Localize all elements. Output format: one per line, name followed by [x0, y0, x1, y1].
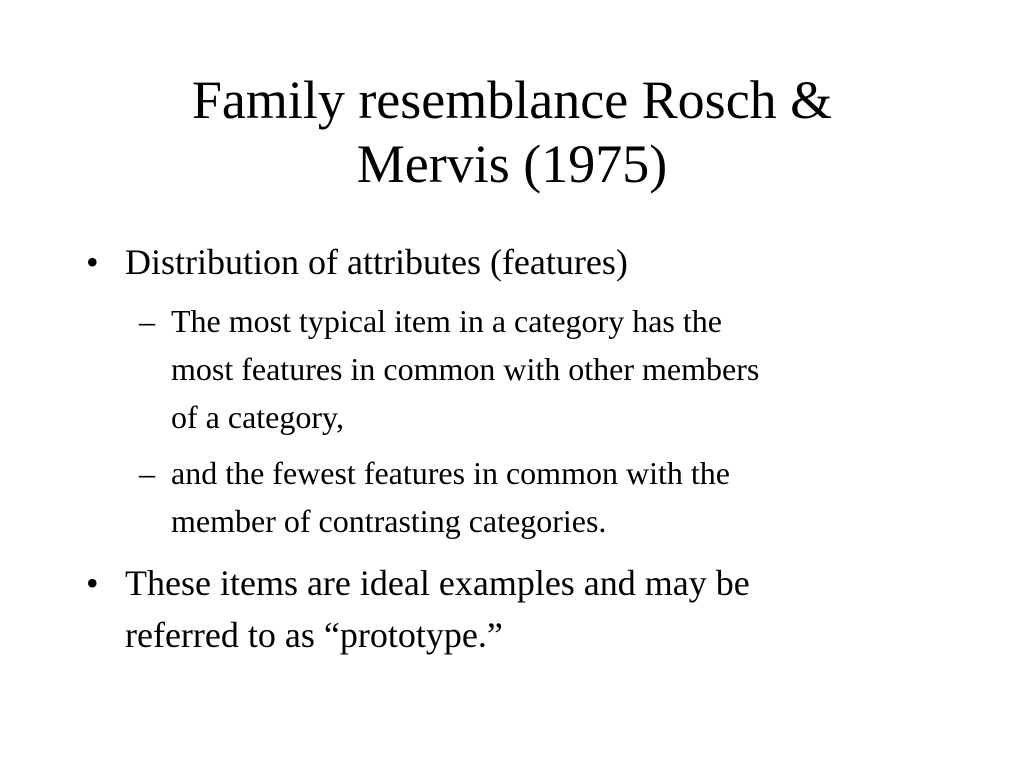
sub-bullet-1-1-line-2: most features in common with other members	[171, 351, 760, 387]
sub-bullet-1-2-line-1: and the fewest features in common with the	[171, 455, 730, 491]
bullet-2-line-2: referred to as “prototype.”	[125, 615, 503, 655]
bullet-1-line-1: Distribution of attributes (features)	[125, 242, 628, 282]
sub-bullet-marker: –	[139, 455, 155, 491]
bullet-marker: •	[86, 242, 99, 282]
sub-bullet-marker: –	[139, 303, 155, 339]
title-line-2: Mervis (1975)	[356, 134, 668, 194]
sub-bullet-1-1-line-3: of a category,	[171, 399, 344, 435]
sub-bullet-1-2-line-2: member of contrasting categories.	[171, 503, 607, 539]
bullet-marker: •	[86, 563, 99, 603]
sub-bullet-1-1-line-1: The most typical item in a category has the	[171, 303, 722, 339]
slide-title	[60, 68, 964, 196]
bullet-2-line-1: These items are ideal examples and may be	[125, 563, 750, 603]
title-line-1: Family resemblance Rosch &	[191, 70, 833, 130]
